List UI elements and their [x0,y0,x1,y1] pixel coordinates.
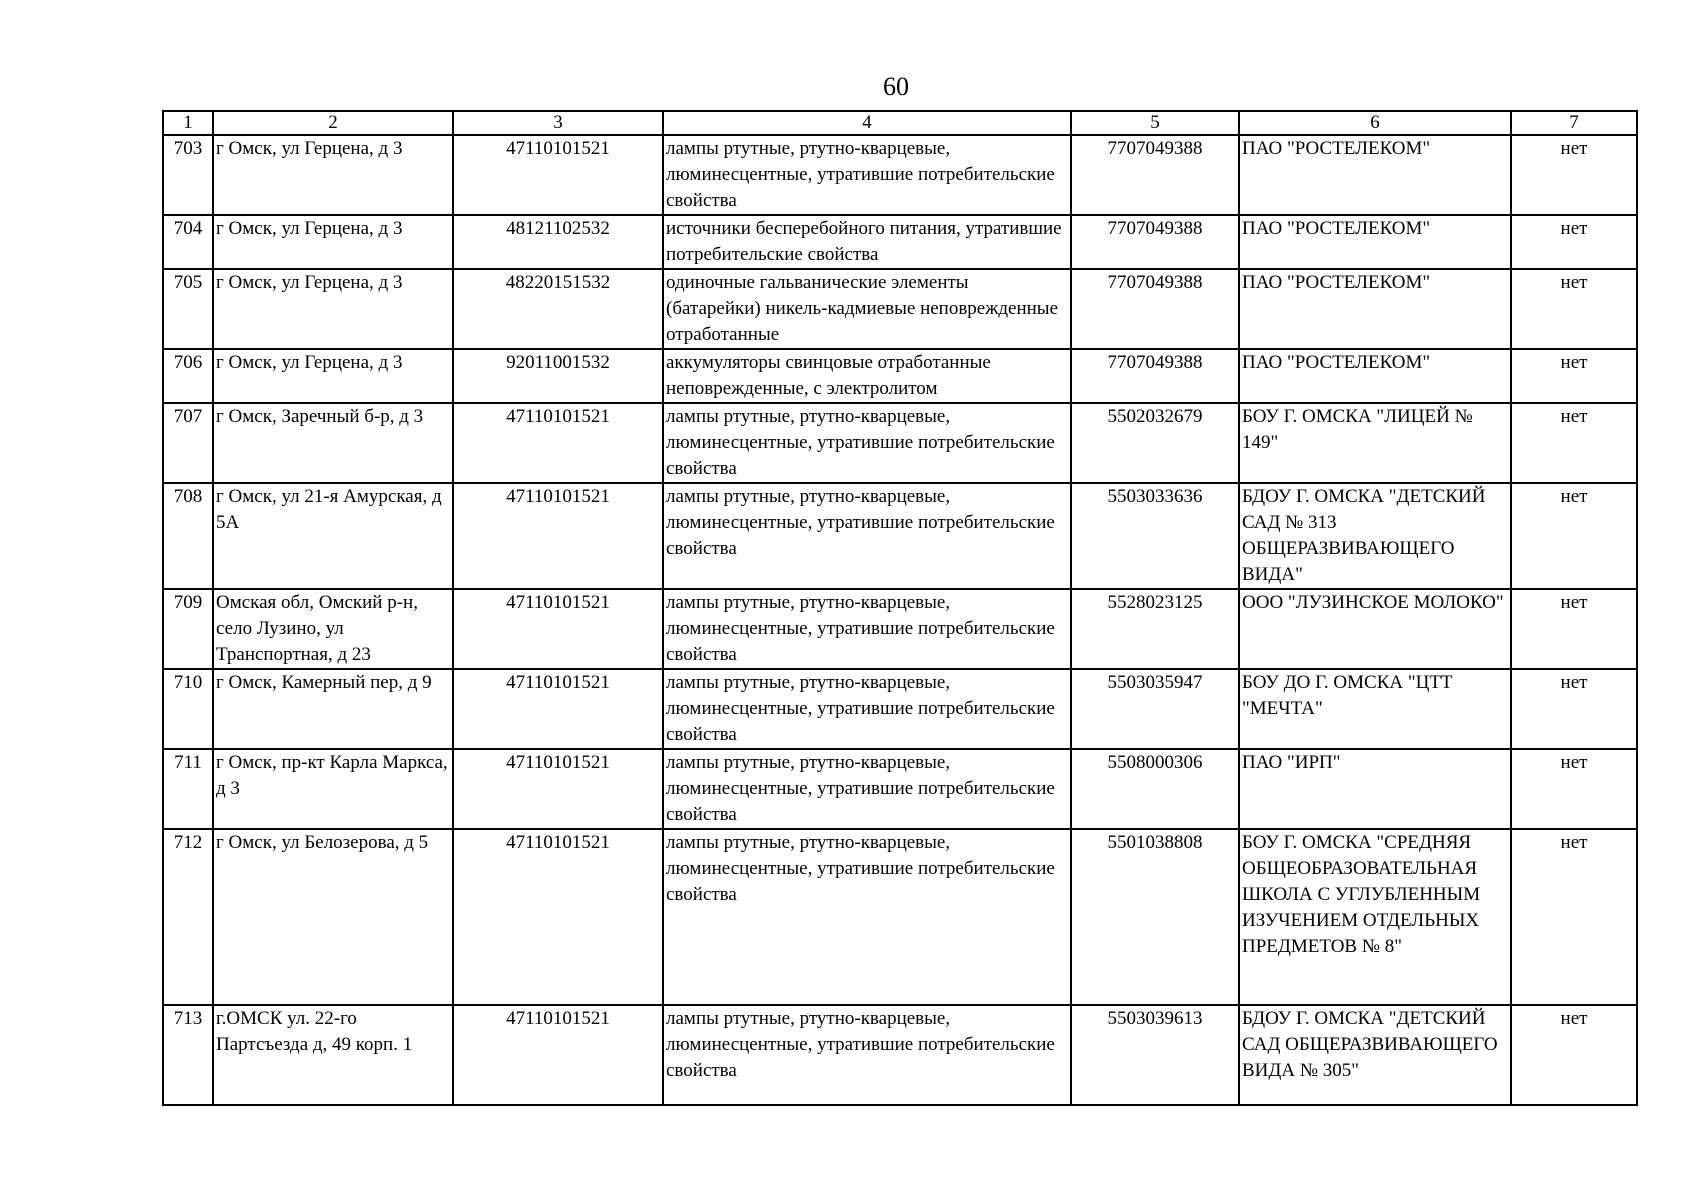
waste-description-cell: лампы ртутные, ртутно-кварцевые, люминесцентные, утратившие потребительские свойства [663,483,1071,589]
flag-cell: нет [1511,749,1637,829]
address-cell: г Омск, ул Герцена, д 3 [213,135,453,215]
row-number: 711 [163,749,213,829]
waste-description-cell: источники бесперебойного питания, утратившие потребительские свойства [663,215,1071,269]
inn-cell: 5503033636 [1071,483,1239,589]
inn-cell: 7707049388 [1071,349,1239,403]
table-row [163,483,1637,589]
inn-cell: 5528023125 [1071,589,1239,669]
inn-cell: 7707049388 [1071,135,1239,215]
row-number: 710 [163,669,213,749]
column-header: 4 [663,111,1071,135]
organization-cell: БОУ Г. ОМСКА "СРЕДНЯЯ ОБЩЕОБРАЗОВАТЕЛЬНАЯ ШКОЛА С УГЛУБЛЕННЫМ ИЗУЧЕНИЕМ ОТДЕЛЬНЫХ ПРЕДМЕТОВ № 8" [1239,829,1511,1005]
table-row [163,1005,1637,1105]
waste-description-cell: лампы ртутные, ртутно-кварцевые, люминесцентные, утратившие потребительские свойства [663,829,1071,1005]
table-row [163,135,1637,215]
row-number: 712 [163,829,213,1005]
organization-cell: ПАО "РОСТЕЛЕКОМ" [1239,349,1511,403]
flag-cell: нет [1511,135,1637,215]
row-number: 705 [163,269,213,349]
waste-code-cell: 47110101521 [453,669,663,749]
inn-cell: 5508000306 [1071,749,1239,829]
column-header: 5 [1071,111,1239,135]
address-cell: Омская обл, Омский р-н, село Лузино, ул Транспортная, д 23 [213,589,453,669]
address-cell: г Омск, Заречный б-р, д 3 [213,403,453,483]
waste-description-cell: лампы ртутные, ртутно-кварцевые, люминесцентные, утратившие потребительские свойства [663,403,1071,483]
address-cell: г Омск, пр-кт Карла Маркса, д 3 [213,749,453,829]
organization-cell: ПАО "ИРП" [1239,749,1511,829]
flag-cell: нет [1511,215,1637,269]
waste-code-cell: 47110101521 [453,403,663,483]
column-header: 7 [1511,111,1637,135]
column-header: 1 [163,111,213,135]
organization-cell: БДОУ Г. ОМСКА "ДЕТСКИЙ САД ОБЩЕРАЗВИВАЮЩЕГО ВИДА № 305" [1239,1005,1511,1105]
address-cell: г Омск, ул Белозерова, д 5 [213,829,453,1005]
waste-description-cell: аккумуляторы свинцовые отработанные неповрежденные, с электролитом [663,349,1071,403]
organization-cell: ООО "ЛУЗИНСКОЕ МОЛОКО" [1239,589,1511,669]
table-row [163,589,1637,669]
waste-code-cell: 48220151532 [453,269,663,349]
row-number: 704 [163,215,213,269]
waste-description-cell: лампы ртутные, ртутно-кварцевые, люминесцентные, утратившие потребительские свойства [663,1005,1071,1105]
organization-cell: БОУ Г. ОМСКА "ЛИЦЕЙ № 149" [1239,403,1511,483]
row-number: 713 [163,1005,213,1105]
waste-code-cell: 47110101521 [453,483,663,589]
table-row [163,349,1637,403]
organization-cell: ПАО "РОСТЕЛЕКОМ" [1239,269,1511,349]
organization-cell: БДОУ Г. ОМСКА "ДЕТСКИЙ САД № 313 ОБЩЕРАЗВИВАЮЩЕГО ВИДА" [1239,483,1511,589]
flag-cell: нет [1511,589,1637,669]
row-number: 709 [163,589,213,669]
address-cell: г Омск, ул Герцена, д 3 [213,215,453,269]
address-cell: г Омск, ул Герцена, д 3 [213,349,453,403]
waste-code-cell: 47110101521 [453,749,663,829]
flag-cell: нет [1511,349,1637,403]
waste-code-cell: 47110101521 [453,589,663,669]
waste-code-cell: 48121102532 [453,215,663,269]
waste-description-cell: одиночные гальванические элементы (батарейки) никель-кадмиевые неповрежденные отработанные [663,269,1071,349]
waste-code-cell: 47110101521 [453,1005,663,1105]
flag-cell: нет [1511,403,1637,483]
table-row [163,749,1637,829]
address-cell: г Омск, ул Герцена, д 3 [213,269,453,349]
flag-cell: нет [1511,1005,1637,1105]
inn-cell: 7707049388 [1071,269,1239,349]
column-number-row [163,111,1637,135]
flag-cell: нет [1511,483,1637,589]
column-header: 6 [1239,111,1511,135]
page-number: 60 [883,72,909,101]
table-header [163,111,1637,135]
inn-cell: 5503035947 [1071,669,1239,749]
waste-description-cell: лампы ртутные, ртутно-кварцевые, люминесцентные, утратившие потребительские свойства [663,669,1071,749]
table-body [163,135,1637,1105]
address-cell: г Омск, Камерный пер, д 9 [213,669,453,749]
table-row [163,829,1637,1005]
row-number: 703 [163,135,213,215]
row-number: 708 [163,483,213,589]
inn-cell: 5503039613 [1071,1005,1239,1105]
waste-description-cell: лампы ртутные, ртутно-кварцевые, люминесцентные, утратившие потребительские свойства [663,135,1071,215]
organization-cell: ПАО "РОСТЕЛЕКОМ" [1239,135,1511,215]
organization-cell: ПАО "РОСТЕЛЕКОМ" [1239,215,1511,269]
waste-code-cell: 47110101521 [453,135,663,215]
registry-table [162,110,1638,1106]
flag-cell: нет [1511,269,1637,349]
waste-description-cell: лампы ртутные, ртутно-кварцевые, люминесцентные, утратившие потребительские свойства [663,589,1071,669]
organization-cell: БОУ ДО Г. ОМСКА "ЦТТ "МЕЧТА" [1239,669,1511,749]
waste-code-cell: 92011001532 [453,349,663,403]
flag-cell: нет [1511,829,1637,1005]
waste-code-cell: 47110101521 [453,829,663,1005]
inn-cell: 5502032679 [1071,403,1239,483]
flag-cell: нет [1511,669,1637,749]
waste-description-cell: лампы ртутные, ртутно-кварцевые, люминесцентные, утратившие потребительские свойства [663,749,1071,829]
table-row [163,403,1637,483]
inn-cell: 5501038808 [1071,829,1239,1005]
address-cell: г Омск, ул 21-я Амурская, д 5А [213,483,453,589]
inn-cell: 7707049388 [1071,215,1239,269]
address-cell: г.ОМСК ул. 22-го Партсъезда д, 49 корп. 1 [213,1005,453,1105]
column-header: 3 [453,111,663,135]
row-number: 706 [163,349,213,403]
column-header: 2 [213,111,453,135]
table-row [163,269,1637,349]
table-row [163,215,1637,269]
row-number: 707 [163,403,213,483]
table-row [163,669,1637,749]
